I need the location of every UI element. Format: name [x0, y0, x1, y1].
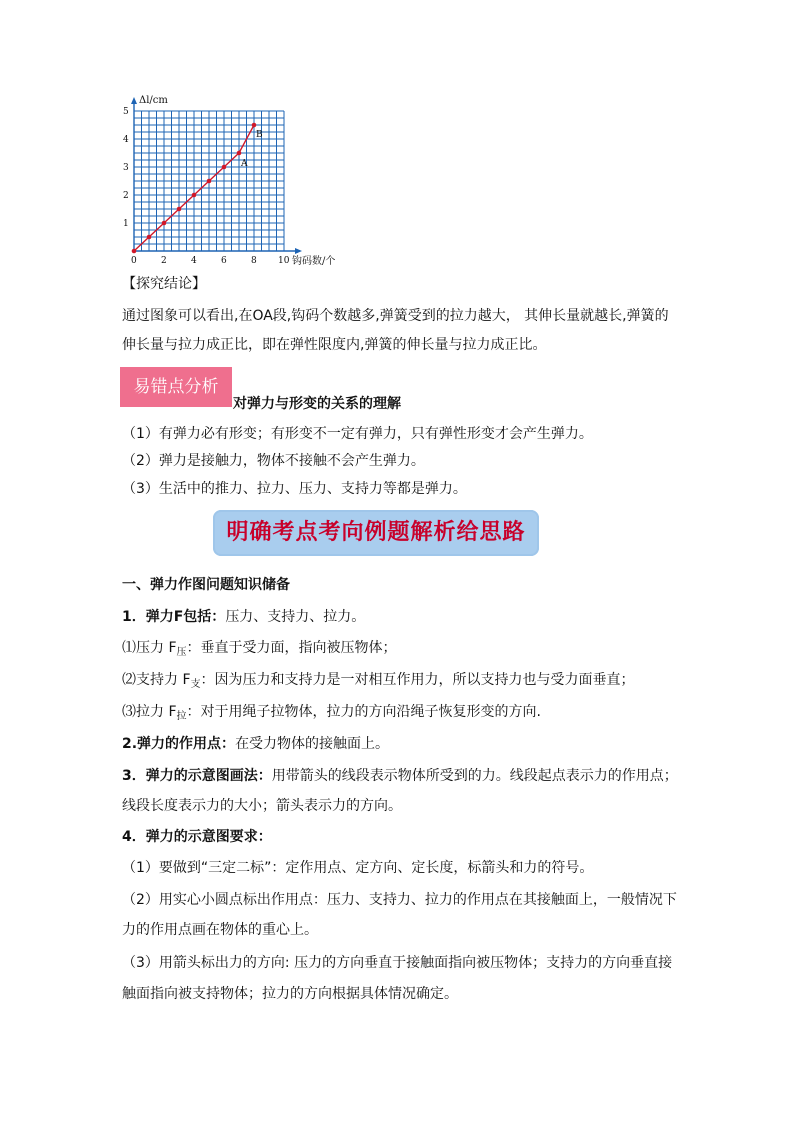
requirement-2-line-2: 力的作用点画在物体的重心上。: [122, 922, 318, 938]
point-2-label: 2.弹力的作用点：: [122, 736, 236, 752]
x-axis-arrow: [295, 248, 302, 254]
y-tick-label: 3: [123, 163, 129, 173]
data-point: [147, 235, 152, 240]
error-analysis-title: 对弹力与形变的关系的理解: [233, 396, 401, 412]
requirement-3-line-2: 触面指向被支持物体；拉力的方向根据具体情况确定。: [122, 986, 458, 1002]
section-title: 一、弹力作图问题知识储备: [122, 577, 290, 593]
spring-extension-chart: [112, 92, 352, 267]
point-label: A: [241, 159, 248, 169]
tension-text: ：对于用绳子拉物体，拉力的方向沿绳子恢复形变的方向.: [186, 704, 541, 720]
y-tick-label: 2: [123, 191, 129, 201]
support-label: ⑵支持力 F: [122, 672, 191, 688]
section-banner: 明确考点考向例题解析给思路: [213, 510, 539, 556]
error-item-1: （1）有弹力必有形变；有形变不一定有弹力，只有弹性形变才会产生弹力。: [122, 426, 593, 442]
x-tick-label: 6: [221, 256, 227, 266]
y-axis-label: Δl/cm: [139, 95, 168, 106]
x-tick-label: 4: [191, 256, 197, 266]
data-point: [237, 151, 242, 156]
pressure-subscript: 压: [176, 647, 187, 658]
y-axis-arrow: [131, 97, 137, 104]
data-point: [177, 207, 182, 212]
point-1: [122, 607, 365, 627]
point-support: [122, 670, 635, 695]
x-tick-label: 2: [161, 256, 167, 266]
requirement-1: （1）要做到“三定二标”：定作用点、定方向、定长度，标箭头和力的符号。: [122, 860, 594, 876]
chart-ticks: [123, 107, 290, 266]
point-label: B: [256, 130, 263, 140]
requirement-3-line-1: （3）用箭头标出力的方向: 压力的方向垂直于接触面指向被压物体；支持力的方向垂直接: [122, 955, 673, 971]
x-tick-label: 0: [131, 256, 137, 266]
point-1-label: 1．弹力F包括：: [122, 609, 226, 625]
point-3-text: 用带箭头的线段表示物体所受到的力。线段起点表示力的作用点；: [271, 768, 678, 784]
point-2-text: 在受力物体的接触面上。: [235, 736, 390, 752]
support-text: ：因为压力和支持力是一对相互作用力，所以支持力也与受力面垂直；: [200, 672, 635, 688]
data-point: [252, 123, 257, 128]
point-3-label: 3．弹力的示意图画法：: [122, 768, 272, 784]
error-analysis-badge: 易错点分析: [120, 367, 232, 407]
conclusion-line-2: 伸长量与拉力成正比，即在弹性限度内,弹簧的伸长量与拉力成正比。: [122, 337, 547, 353]
data-point: [162, 221, 167, 226]
point-4-label: 4．弹力的示意图要求：: [122, 829, 272, 845]
y-tick-label: 4: [123, 135, 129, 145]
support-subscript: 支: [190, 679, 201, 690]
tension-label: ⑶拉力 F: [122, 704, 177, 720]
error-item-3: （3）生活中的推力、拉力、压力、支持力等都是弹力。: [122, 481, 467, 497]
pressure-text: ：垂直于受力面，指向被压物体；: [186, 640, 397, 656]
pressure-label: ⑴压力 F: [122, 640, 177, 656]
point-2: [122, 734, 389, 754]
y-tick-label: 5: [123, 107, 129, 117]
error-item-2: （2）弹力是接触力，物体不接触不会产生弹力。: [122, 453, 425, 469]
point-3: [122, 766, 678, 786]
data-point: [192, 193, 197, 198]
x-tick-label: 8: [251, 256, 257, 266]
requirement-2-line-1: （2）用实心小圆点标出作用点：压力、支持力、拉力的作用点在其接触面上，一般情况下: [122, 892, 677, 908]
point-tension: [122, 702, 541, 727]
conclusion-heading: 【探究结论】: [122, 276, 206, 292]
data-point: [132, 249, 137, 254]
data-point: [222, 165, 227, 170]
x-tick-label: 10: [278, 256, 290, 266]
point-1-text: 压力、支持力、拉力。: [225, 609, 366, 625]
y-tick-label: 1: [123, 219, 129, 229]
data-point: [207, 179, 212, 184]
point-3-line-2: 线段长度表示力的大小；箭头表示力的方向。: [122, 798, 402, 814]
conclusion-line-1: 通过图象可以看出,在OA段,钩码个数越多,弹簧受到的拉力越大， 其伸长量就越长,弹簧的: [122, 308, 669, 324]
x-axis-label: 钩码数/个: [292, 256, 336, 267]
tension-subscript: 拉: [176, 711, 187, 722]
point-pressure: [122, 638, 397, 663]
